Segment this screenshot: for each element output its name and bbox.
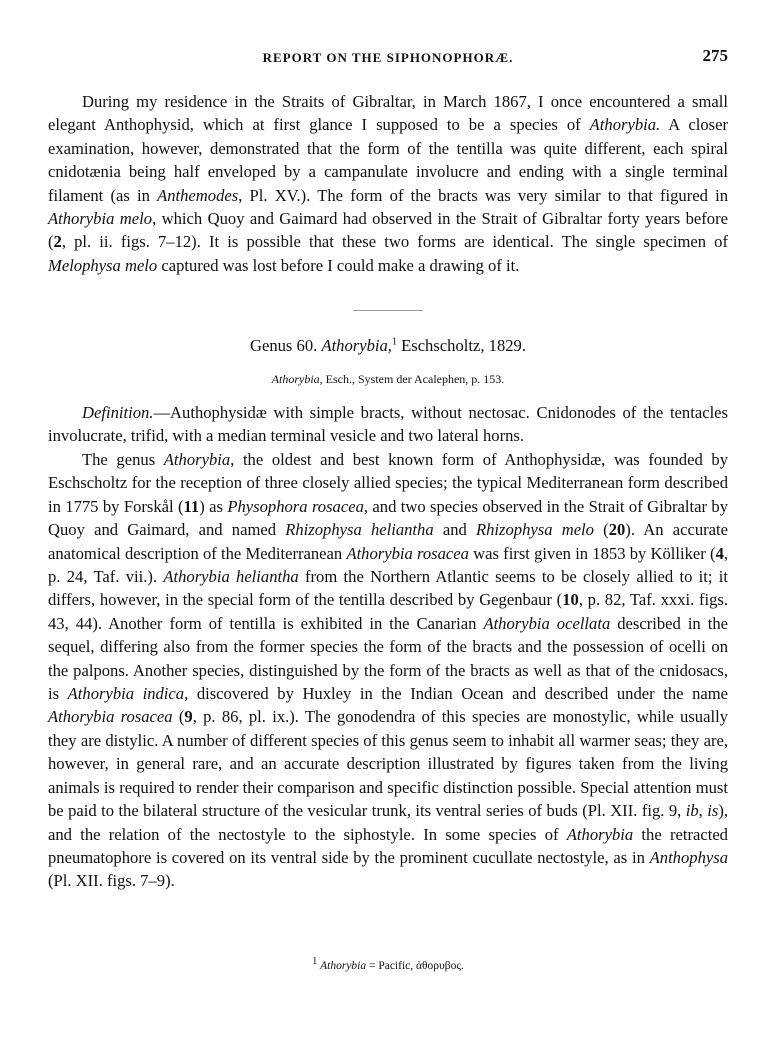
running-head <box>48 46 728 70</box>
paragraph-gibraltar-anthophysid: During my residence in the Straits of Gibraltar, in March 1867, I once encountered a small elegant Anthophysid, which at first glance I supposed to be a species of Athorybia. A closer examination, however, demonstrated that the form of the tentilla was quite different, each spiral cnidotænia being half enveloped by a campanulate involucre and ending with a single terminal filament (as in Anthemodes, Pl. XV.). The form of the bracts was very similar to that figured in Athorybia melo, which Quoy and Gaimard had observed in the Strait of Gibraltar forty years before (2, pl. ii. figs. 7–12). It is possible that these two forms are identical. The single specimen of Melophysa melo captured was lost before I could make a drawing of it. <box>48 92 728 275</box>
page-number: 275 <box>702 46 728 65</box>
footnote-mark: 1 <box>391 336 397 348</box>
footnote: $^1$ Athorybia = Pacific, ἀθορυβος. <box>312 956 464 972</box>
definition-paragraph: Definition.—Authophysidæ with simple bracts, without nectosac. Cnidonodes of the tentacles involucrate, trifid, with a median terminal vesicle and two lateral horns. <box>48 403 728 446</box>
paragraph-genus-description: The genus Athorybia, the oldest and best known form of Anthophysidæ, was founded by Eschscholtz for the reception of three closely allied species; the typical Mediterranean form described in 1775 by Forskål (11) as Physophora rosacea, and two species observed in the Strait of Gibraltar by Quoy and Gaimard, and named Rhizophysa heliantha and Rhizophysa melo (20). An accurate anatomical description of the Mediterranean Athorybia rosacea was first given in 1853 by Kölliker (4, p. 24, Taf. vii.). Athorybia heliantha from the Northern Atlantic seems to be closely allied to it; it differs, however, in the special form of the tentilla described by Gegenbaur (10, p. 82, Taf. xxxi. figs. 43, 44). Another form of tentilla is exhibited in the Canarian Athorybia ocellata described in the sequel, differing also from the former species the form of the bracts and the possession of ocelli on the palpons. Another species, distinguished by the form of the bracts as well as that of the cnidosacs, is Athorybia indica, discovered by Huxley in the Indian Ocean and described under the name Athorybia rosacea (9, p. 86, pl. ix.). The gonodendra of this species are monostylic, while usually they are distylic. A number of different species of this genus seem to inhabit all warmer seas; they are, however, in general rare, and an accurate description illustrated by figures taken from the living animals is required to render their comparison and specific distinction possible. Special attention must be paid to the bilateral structure of the vesicular trunk, its ventral series of buds (Pl. XII. fig. 9, ib, is), and the relation of the nectostyle to the siphostyle. In some species of Athorybia the retracted pneumatophore is covered on its ventral side by the prominent cucullate nectostyle, as in Anthophysa (Pl. XII. figs. 7–9). <box>48 450 729 891</box>
definition-label: Definition. <box>82 403 154 422</box>
genus-reference: Athorybia, Esch., System der Acalephen, p. 153. <box>271 372 505 386</box>
running-title: REPORT ON THE SIPHONOPHORÆ. <box>262 50 514 65</box>
genus-heading: Genus 60. Athorybia,$^1$ Eschscholtz, 1829. <box>249 336 526 355</box>
section-divider <box>353 310 423 311</box>
